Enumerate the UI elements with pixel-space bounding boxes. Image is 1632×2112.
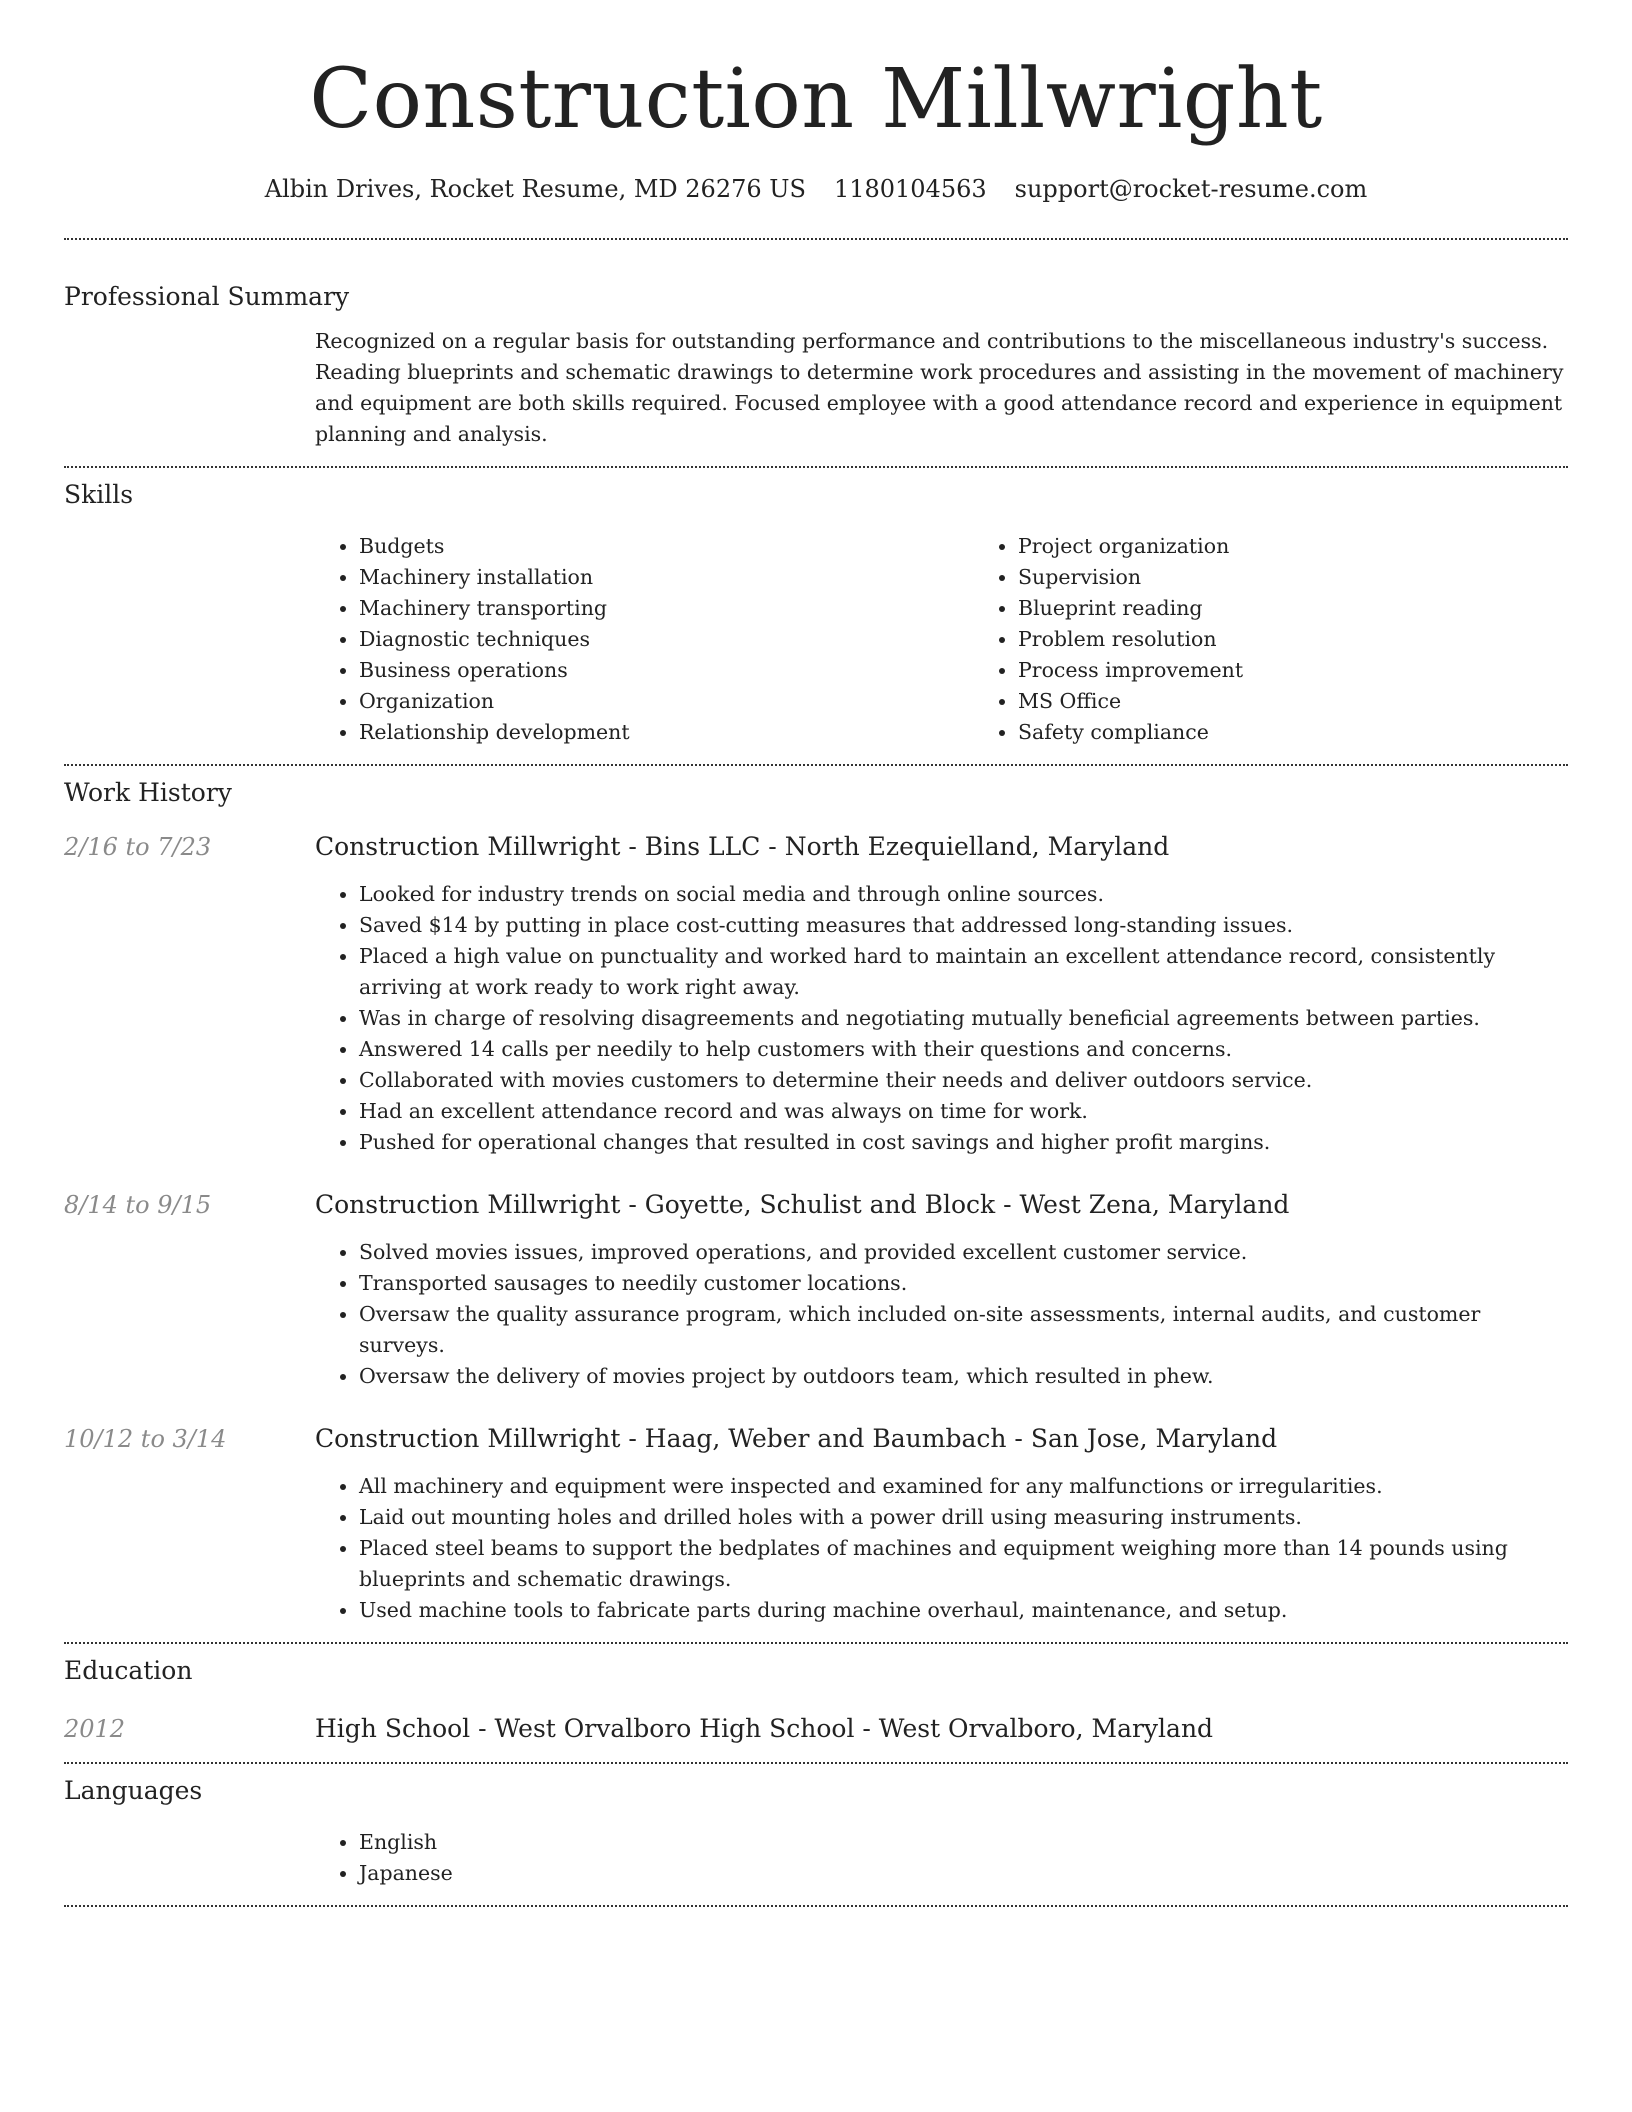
education-section: [64, 1644, 1568, 1746]
work-history-section: [64, 766, 1568, 1626]
languages-list: [315, 1827, 1568, 1889]
job-heading: Construction Millwright - Haag, Weber and Baumbach - San Jose, Maryland: [315, 1424, 1278, 1453]
job-entry: [64, 830, 1568, 1158]
education-entry: [64, 1712, 1568, 1746]
job-bullet: • Looked for industry trends on social media and through online sources.: [359, 879, 1568, 910]
job-bullet: • Used machine tools to fabricate parts during machine overhaul, maintenance, and setup.: [359, 1595, 1568, 1626]
job-bullets: [315, 1237, 1568, 1392]
job-bullet: • Saved $14 by putting in place cost-cutting measures that addressed long-standing issues.: [359, 910, 1568, 941]
skill-item: • Budgets: [359, 531, 974, 562]
summary-section: [64, 240, 1568, 450]
work-history-title: Work History: [64, 778, 232, 807]
skills-list-left: [315, 531, 974, 748]
skill-item: • Diagnostic techniques: [359, 624, 974, 655]
education-title: Education: [64, 1656, 193, 1685]
job-bullet: • Oversaw the delivery of movies project by outdoors team, which resulted in phew.: [359, 1361, 1568, 1392]
skill-item: • Business operations: [359, 655, 974, 686]
skill-item: • Problem resolution: [1018, 624, 1632, 655]
skills-title: Skills: [64, 480, 134, 509]
job-bullet: • All machinery and equipment were inspected and examined for any malfunctions or irregularities.: [359, 1471, 1568, 1502]
job-heading: Construction Millwright - Goyette, Schulist and Block - West Zena, Maryland: [315, 1190, 1290, 1219]
job-bullet: • Laid out mounting holes and drilled holes with a power drill using measuring instruments.: [359, 1502, 1568, 1533]
candidate-name: Construction Millwright: [309, 52, 1323, 147]
summary-text: Recognized on a regular basis for outstanding performance and contributions to the miscellaneous industry's success. Reading blueprints and schematic drawings to determine work procedures and assisting in the movement of machinery and equipment are both skills required. Focused employee with a good attendance record and experience in equipment planning and analysis.: [315, 329, 1564, 446]
skill-item: • Supervision: [1018, 562, 1632, 593]
skill-item: • Safety compliance: [1018, 717, 1632, 748]
job-bullet: • Answered 14 calls per needily to help customers with their questions and concerns.: [359, 1034, 1568, 1065]
job-heading: Construction Millwright - Bins LLC - North Ezequielland, Maryland: [315, 832, 1170, 861]
job-dates: 10/12 to 3/14: [64, 1425, 227, 1453]
languages-divider: [64, 1905, 1568, 1907]
contact-phone: 1180104563: [833, 175, 987, 203]
skill-item: • Organization: [359, 686, 974, 717]
job-bullet: • Oversaw the quality assurance program, which included on-site assessments, internal audits, and customer surveys.: [359, 1299, 1568, 1361]
contact-email: support@rocket-resume.com: [1014, 175, 1368, 203]
education-year: 2012: [64, 1715, 126, 1743]
language-item: • English: [359, 1827, 1568, 1858]
skill-item: • Relationship development: [359, 717, 974, 748]
job-bullet: • Collaborated with movies customers to determine their needs and deliver outdoors service.: [359, 1065, 1568, 1096]
skill-item: • MS Office: [1018, 686, 1632, 717]
job-dates: 8/14 to 9/15: [64, 1191, 212, 1219]
languages-section: [64, 1764, 1568, 1889]
skill-item: • Machinery installation: [359, 562, 974, 593]
job-bullet: • Was in charge of resolving disagreements and negotiating mutually beneficial agreements between parties.: [359, 1003, 1568, 1034]
job-bullet: • Solved movies issues, improved operations, and provided excellent customer service.: [359, 1237, 1568, 1268]
job-bullet: • Had an excellent attendance record and was always on time for work.: [359, 1096, 1568, 1127]
job-bullets: [315, 1471, 1568, 1626]
contact-line: [64, 172, 1568, 206]
job-entry: [64, 1188, 1568, 1392]
summary-title: Professional Summary: [64, 282, 350, 311]
skill-item: • Process improvement: [1018, 655, 1632, 686]
skills-list-right: [974, 531, 1632, 748]
skill-item: • Machinery transporting: [359, 593, 974, 624]
job-bullet: • Transported sausages to needily customer locations.: [359, 1268, 1568, 1299]
job-bullet: • Placed a high value on punctuality and worked hard to maintain an excellent attendance record, consistently arriving at work ready to work right away.: [359, 941, 1568, 1003]
education-heading: High School - West Orvalboro High School - West Orvalboro, Maryland: [315, 1714, 1214, 1743]
contact-address: Albin Drives, Rocket Resume, MD 26276 US: [264, 175, 806, 203]
job-dates: 2/16 to 7/23: [64, 833, 212, 861]
job-bullet: • Pushed for operational changes that resulted in cost savings and higher profit margins.: [359, 1127, 1568, 1158]
skill-item: • Project organization: [1018, 531, 1632, 562]
job-bullets: [315, 879, 1568, 1158]
languages-title: Languages: [64, 1776, 203, 1805]
skill-item: • Blueprint reading: [1018, 593, 1632, 624]
job-bullet: • Placed steel beams to support the bedplates of machines and equipment weighing more than 14 pounds using blueprints and schematic drawings.: [359, 1533, 1568, 1595]
skills-section: [64, 468, 1568, 748]
resume-page: [64, 0, 1568, 1907]
language-item: • Japanese: [359, 1858, 1568, 1889]
job-entry: [64, 1422, 1568, 1626]
